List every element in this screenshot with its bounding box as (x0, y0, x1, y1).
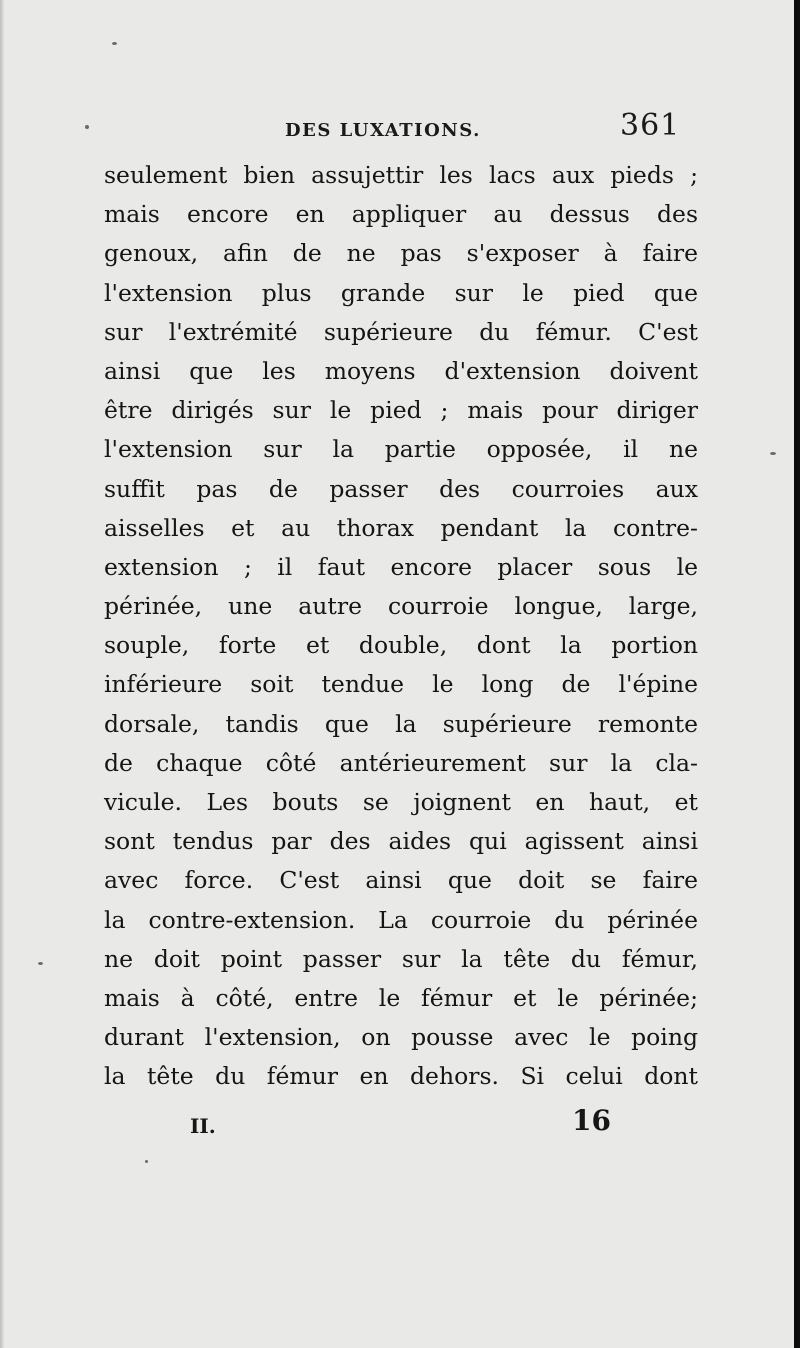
dust-speck (145, 1160, 148, 1163)
text-line: suffit pas de passer des courroies aux (104, 474, 698, 503)
dust-speck (112, 42, 117, 45)
scan-edge-right (794, 0, 800, 1348)
text-line: sont tendus par des aides qui agissent ainsi (104, 827, 698, 856)
text-line: mais à côté, entre le fémur et le périnée; (104, 983, 698, 1012)
text-line: vicule. Les bouts se joignent en haut, et (104, 788, 698, 816)
text-line: dorsale, tandis que la supérieure remonte (104, 709, 698, 738)
scan-edge-left (0, 0, 4, 1348)
body-text (104, 156, 698, 1097)
text-line: ne doit point passer sur la tête du fémur, (104, 944, 698, 973)
text-line: la contre-extension. La courroie du périnée (104, 905, 698, 934)
text-line: mais encore en appliquer au dessus des (104, 200, 698, 229)
text-line: souple, forte et double, dont la portion (104, 631, 698, 660)
text-line: l'extension sur la partie opposée, il ne (104, 435, 698, 464)
running-title: DES LUXATIONS. (285, 120, 481, 141)
text-line: la tête du fémur en dehors. Si celui dont (104, 1062, 698, 1091)
text-line: durant l'extension, on pousse avec le poing (104, 1023, 698, 1052)
text-line: ainsi que les moyens d'extension doivent (104, 356, 698, 385)
text-line: inférieure soit tendue le long de l'épine (104, 670, 698, 699)
text-line: genoux, afin de ne pas s'exposer à faire (104, 239, 698, 268)
dust-speck (38, 962, 43, 965)
text-line: extension ; il faut encore placer sous le (104, 552, 698, 581)
sheet-number: 16 (572, 1104, 611, 1137)
text-line: de chaque côté antérieurement sur la cla- (104, 748, 698, 777)
text-line: seulement bien assujettir les lacs aux pieds ; (104, 161, 698, 189)
text-line: périnée, une autre courroie longue, large, (104, 592, 698, 621)
page-number: 361 (620, 108, 681, 143)
text-line: l'extension plus grande sur le pied que (104, 278, 698, 307)
text-line: être dirigés sur le pied ; mais pour diriger (104, 396, 698, 425)
text-line: aisselles et au thorax pendant la contre- (104, 513, 698, 542)
page-footer (0, 1102, 800, 1142)
signature-mark: II. (190, 1114, 216, 1138)
text-line: avec force. C'est ainsi que doit se faire (104, 866, 698, 895)
text-line: sur l'extrémité supérieure du fémur. C'est (104, 317, 698, 346)
dust-speck (770, 452, 776, 455)
running-head (0, 108, 800, 148)
